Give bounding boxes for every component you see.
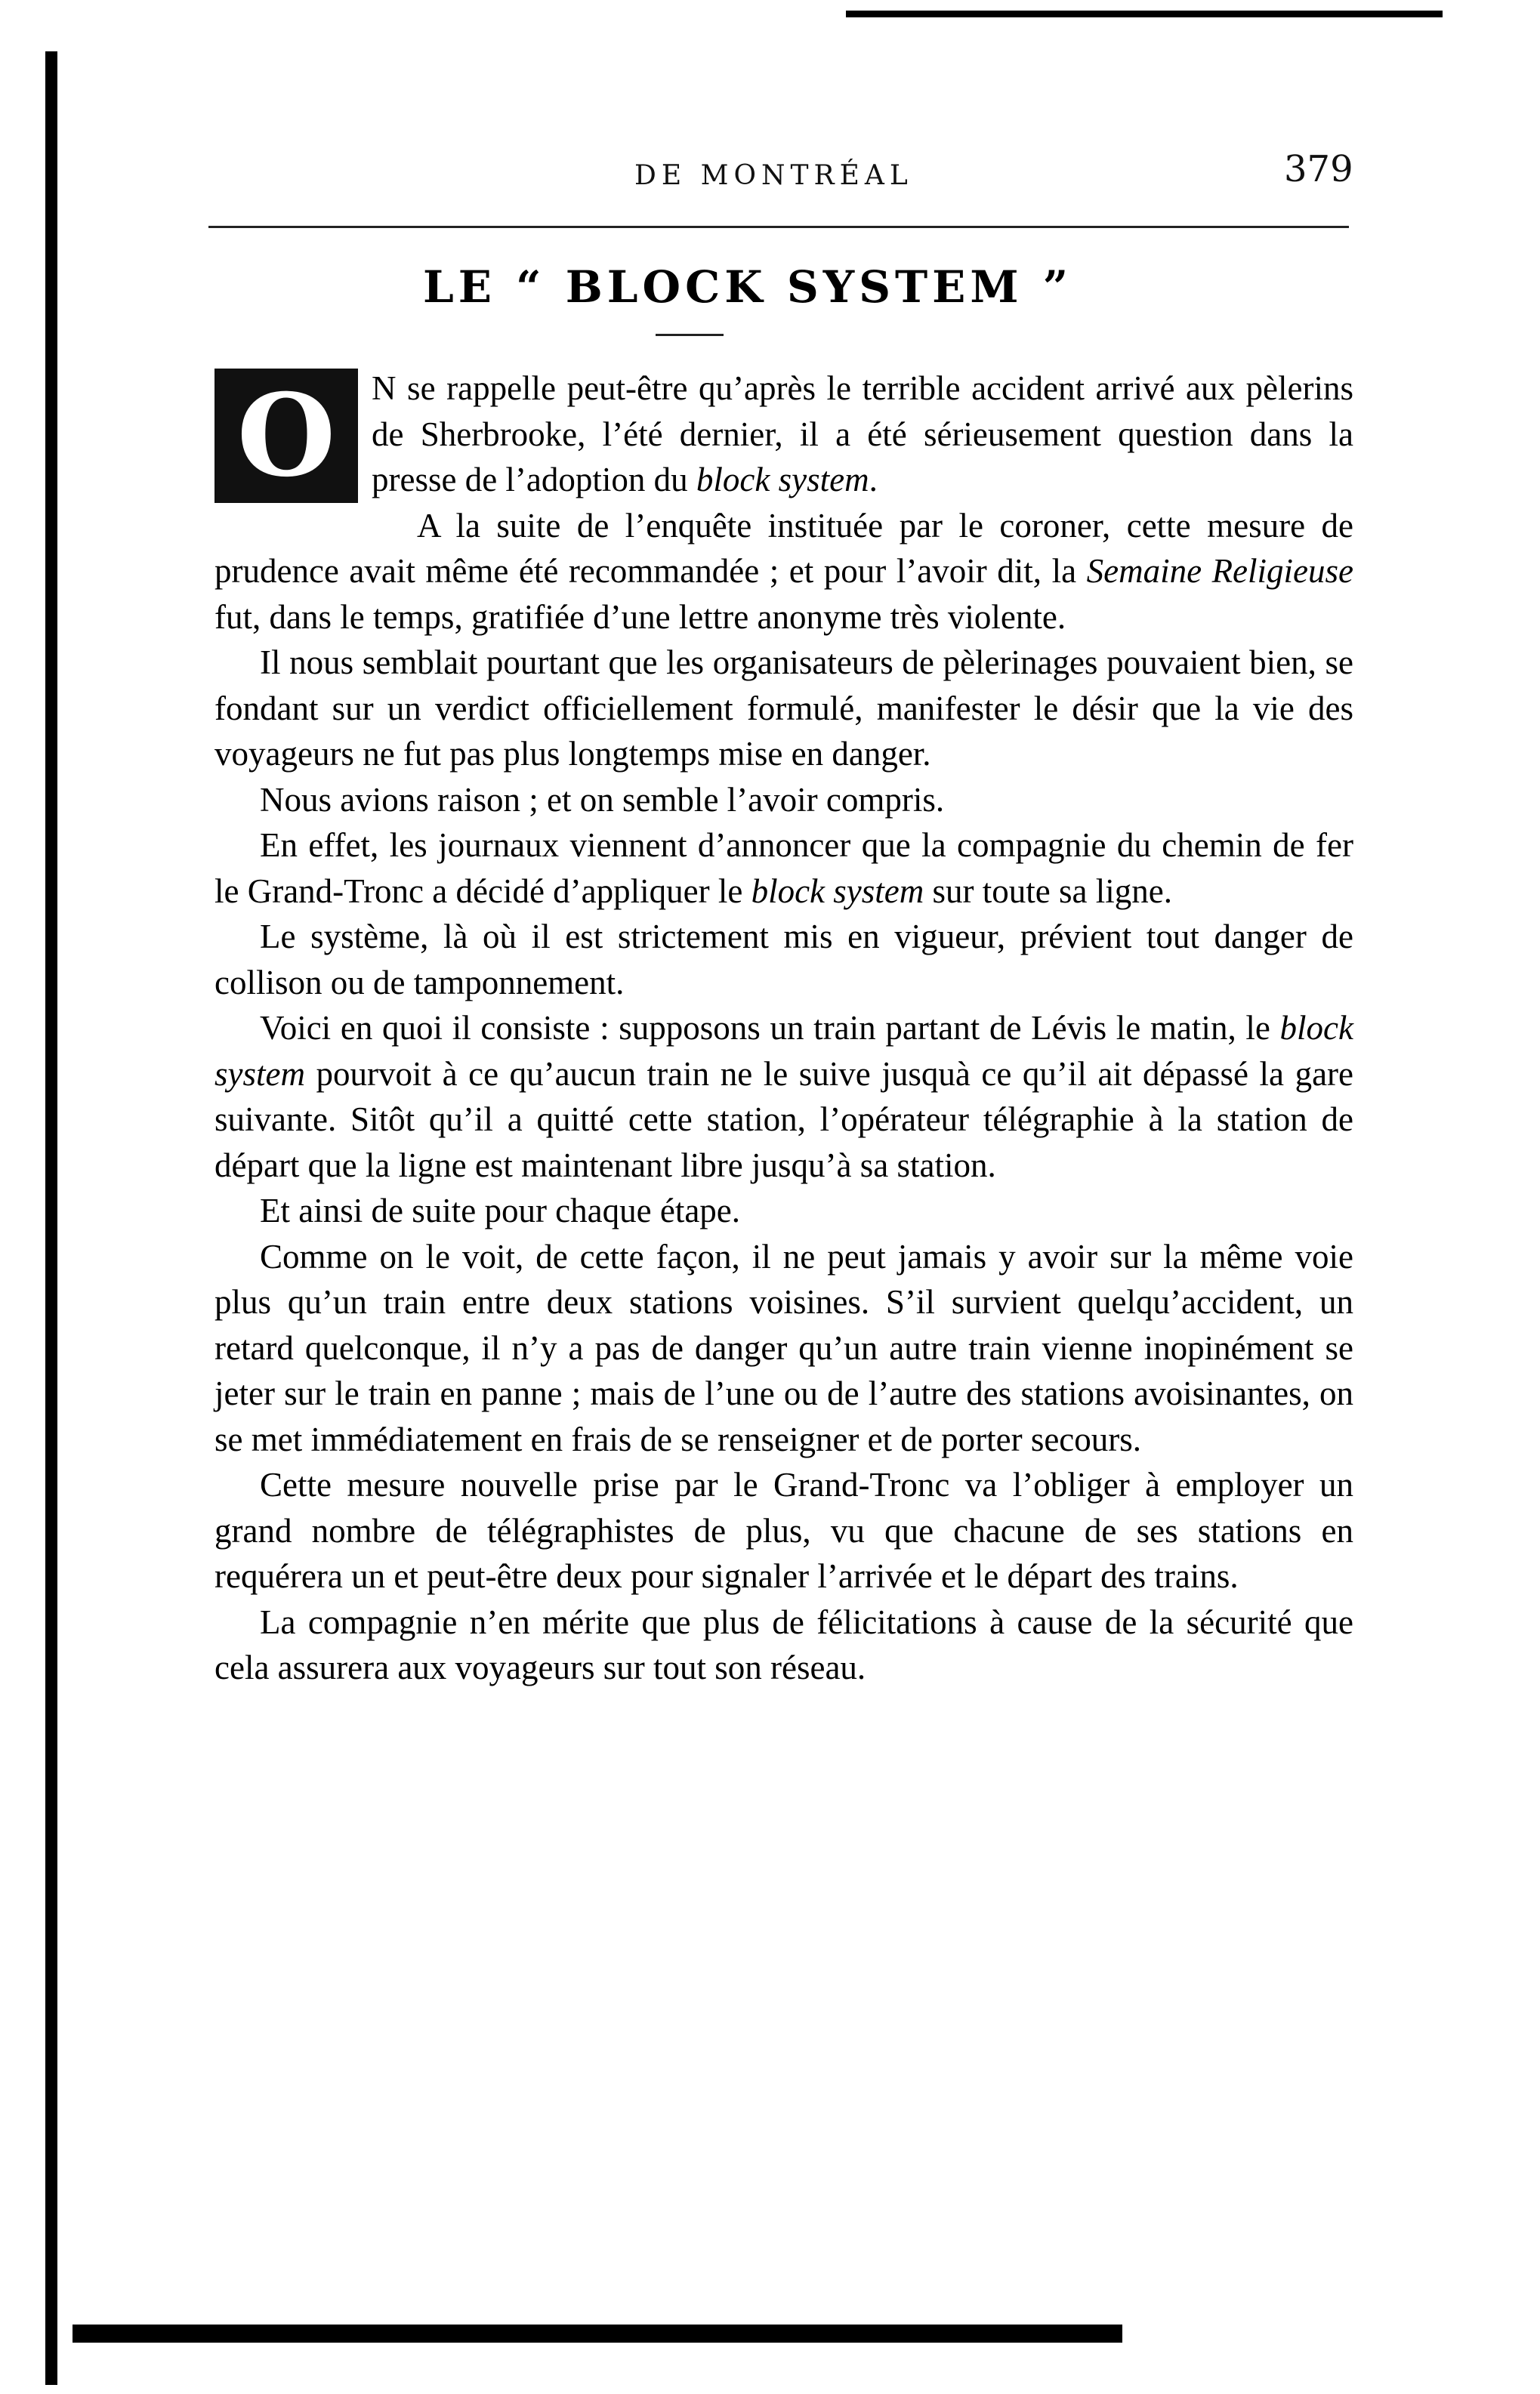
drop-cap-letter: O <box>236 369 336 502</box>
paragraph-text: N se rappelle peut-être qu’après le terrible accident arrivé aux pèlerins de Sherbrooke, l’été dernier, il a été sérieusement question dans la presse de l’adoption du <box>372 369 1353 498</box>
paragraph-text: Et ainsi de suite pour chaque étape. <box>260 1192 741 1229</box>
paragraph-text: . <box>869 461 878 498</box>
article-body <box>214 366 1353 1691</box>
paragraph <box>214 1234 1353 1463</box>
scan-edge-bottom-bar <box>73 2325 1122 2343</box>
header-rule <box>208 226 1349 228</box>
paragraph-text: La compagnie n’en mérite que plus de félicitations à cause de la sécurité que cela assurera aux voyageurs sur tout son réseau. <box>214 1603 1353 1686</box>
paragraph <box>214 640 1353 777</box>
paragraph <box>214 1600 1353 1691</box>
paragraph-text: Voici en quoi il consiste : supposons un train partant de Lévis le matin, le <box>260 1009 1280 1047</box>
scan-edge-left-bar <box>45 51 57 2385</box>
paragraph-text: Comme on le voit, de cette façon, il ne peut jamais y avoir sur la même voie plus qu’un train entre deux stations voisines. S’il survient quelqu’accident, un retard quelconque, il n’y a pas de danger qu’un autre train vienne inopinément se jeter sur le train en panne ; mais de l’une ou de l’autre des stations avoisinantes, on se met immédiatement en frais de se renseigner et de porter secours. <box>214 1237 1353 1458</box>
article-title: LE “ BLOCK SYSTEM ” <box>423 261 1073 313</box>
paragraph <box>214 1188 1353 1234</box>
paragraph <box>214 1462 1353 1600</box>
paragraph-text: Cette mesure nouvelle prise par le Grand-Tronc va l’obliger à employer un grand nombre de télégraphistes de plus, vu que chacune de ses stations en requérera un et peut-être deux pour signaler l’arrivée et le départ des trains. <box>214 1466 1353 1595</box>
running-title: DE MONTRÉAL <box>634 160 913 191</box>
italic-term: block system <box>696 461 869 498</box>
paragraph-text: En effet, les journaux viennent d’annoncer que la compagnie du chemin de fer le Grand-Tronc a décidé d’appliquer le <box>214 826 1353 910</box>
paragraph <box>214 822 1353 914</box>
ornamental-drop-cap <box>214 369 358 503</box>
paragraph <box>214 1005 1353 1188</box>
paragraph <box>214 503 1353 640</box>
paragraph <box>214 914 1353 1005</box>
paragraph <box>214 366 1353 503</box>
title-rule <box>656 334 724 336</box>
paragraph-text: Nous avions raison ; et on semble l’avoir compris. <box>260 780 945 819</box>
paragraph-text: A la suite de l’enquête instituée par le coroner, cette mesure de prudence avait même été recommandée ; et pour l’avoir dit, la <box>214 506 1353 590</box>
page-number: 379 <box>1284 148 1353 190</box>
paragraph-text: sur toute sa ligne. <box>924 872 1172 910</box>
paragraph-text: Il nous semblait pourtant que les organisateurs de pèlerinages pouvaient bien, se fondant sur un verdict officiellement formulé, manifester le désir que la vie des voyageurs ne fut pas plus longtemps mise en danger. <box>214 643 1353 773</box>
paragraph <box>214 777 1353 823</box>
scan-edge-top-bar <box>846 11 1443 17</box>
italic-term: block system <box>214 1009 1353 1093</box>
paragraph-text: Le système, là où il est strictement mis en vigueur, prévient tout danger de collison ou de tamponnement. <box>214 918 1353 1001</box>
italic-term: Semaine Religieuse <box>1086 552 1353 590</box>
italic-term: block system <box>751 872 924 910</box>
paragraph-text: pourvoit à ce qu’aucun train ne le suive jusquà ce qu’il ait dépassé la gare suivante. Sitôt qu’il a quitté cette station, l’opérateur télégraphie à la station de départ que la ligne est maintenant libre jusqu’à sa station. <box>214 1054 1353 1184</box>
paragraph-text: fut, dans le temps, gratifiée d’une lettre anonyme très violente. <box>214 597 1066 636</box>
